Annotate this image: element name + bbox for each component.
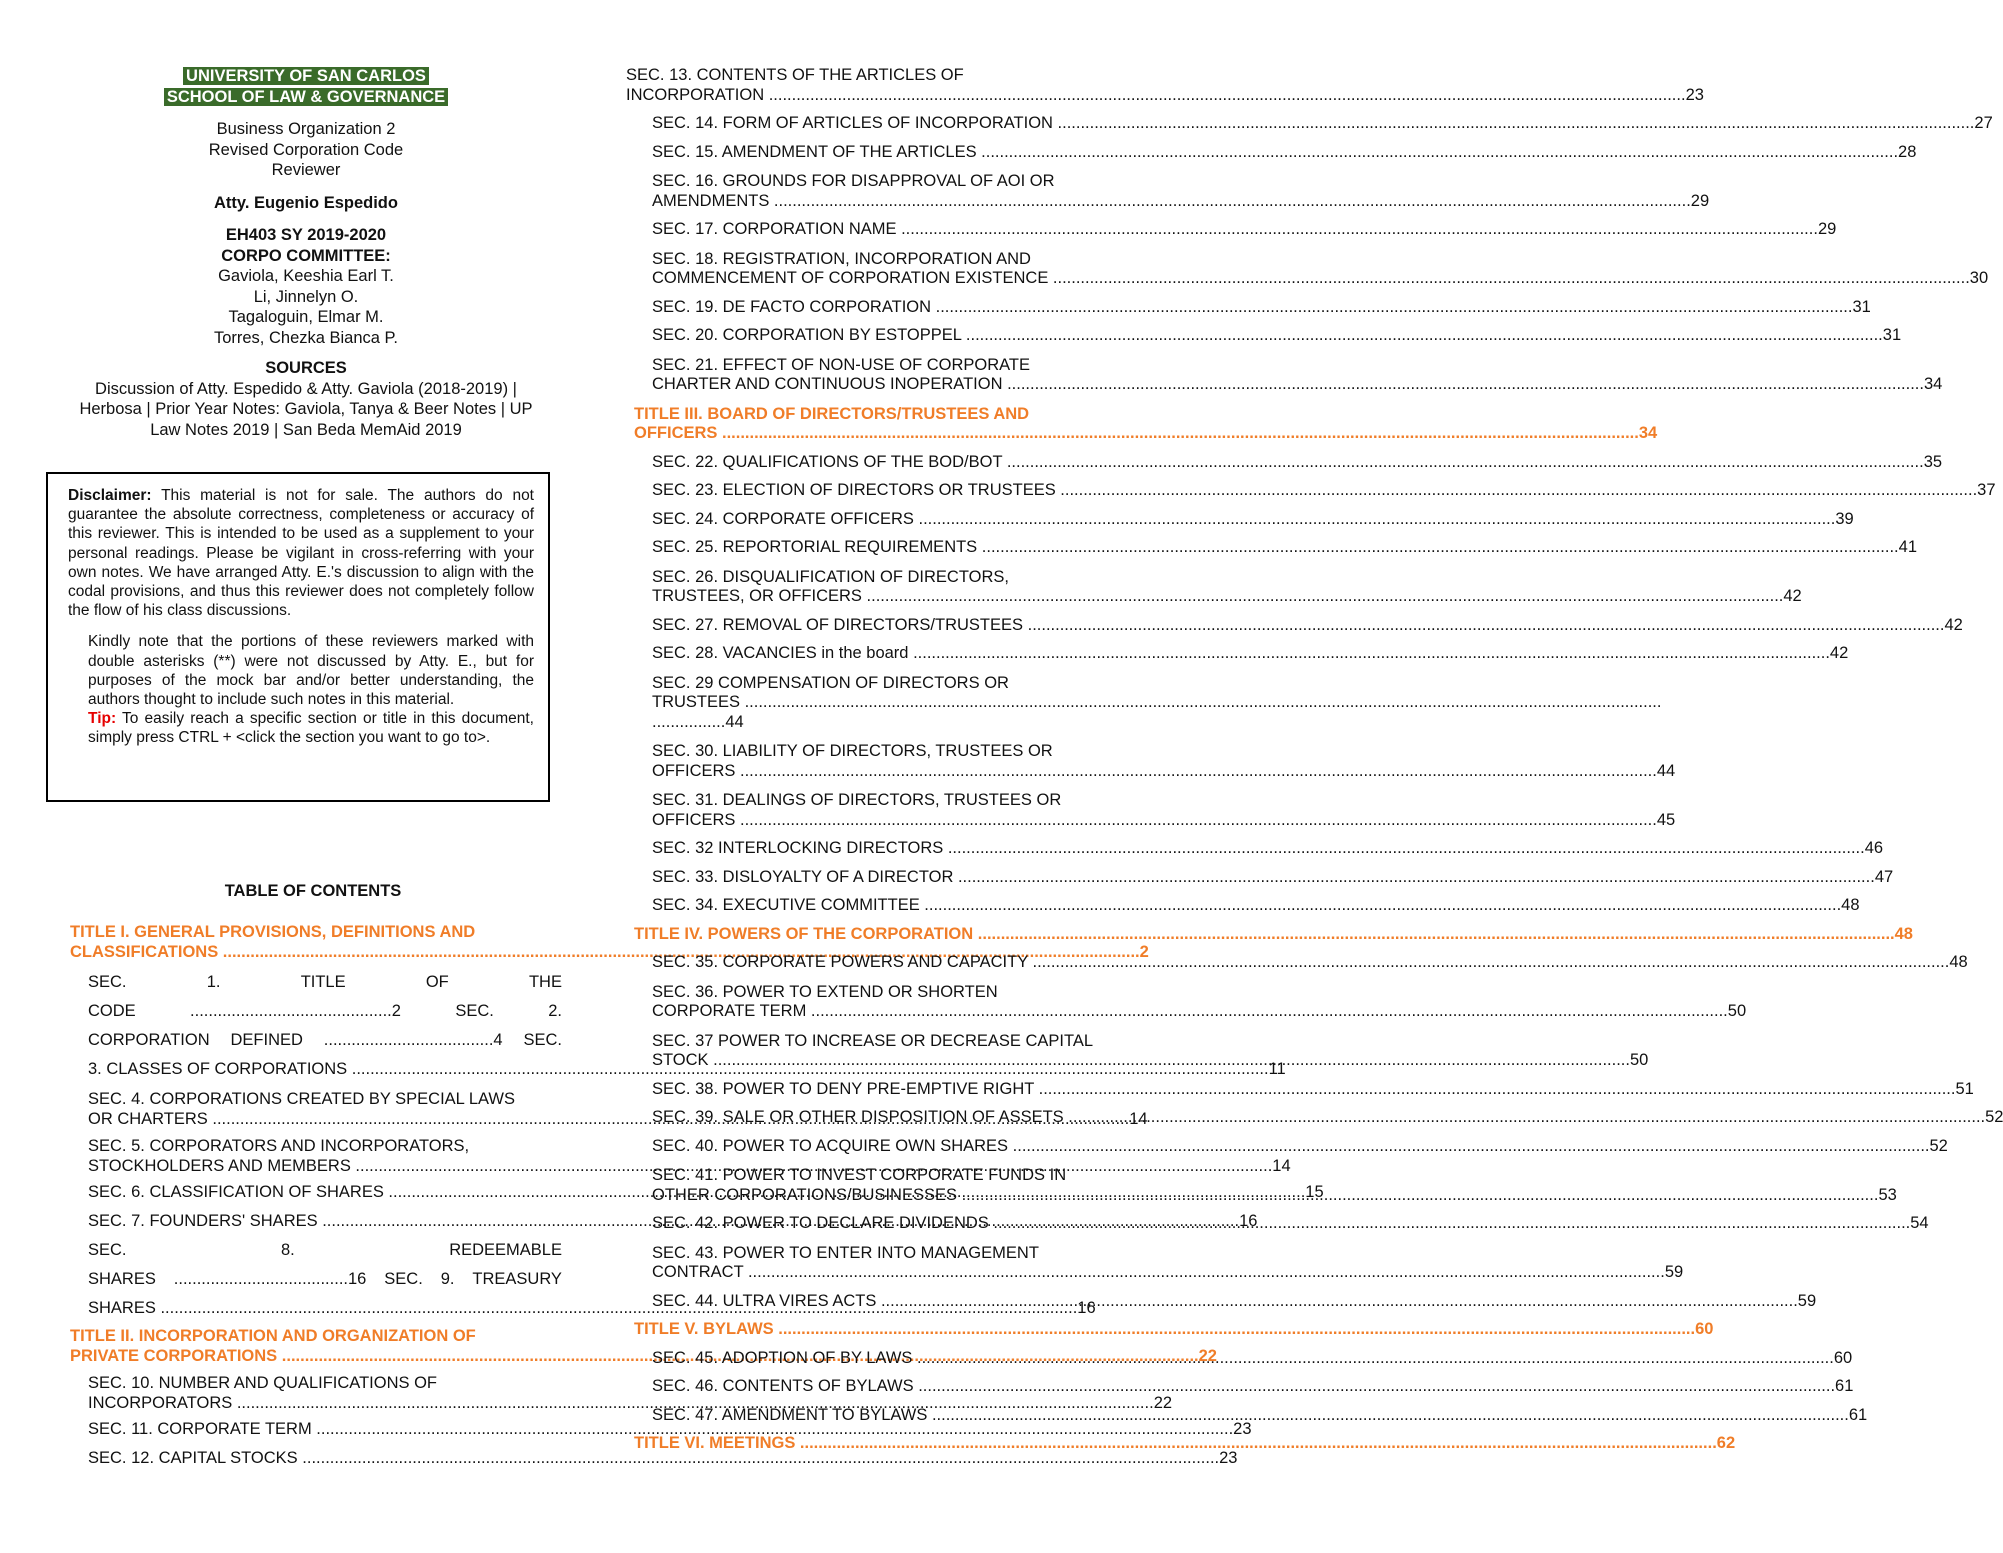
toc-line: SEC. 39. SALE OR OTHER DISPOSITION OF ASSETS .....: [652, 1108, 1985, 1128]
school-name: SCHOOL OF LAW & GOVERNANCE: [164, 88, 448, 106]
toc-sec-entry[interactable]: [626, 538, 1917, 558]
toc-page: 45: [1656, 810, 1676, 829]
toc-line: SEC. 30. LIABILITY OF DIRECTORS, TRUSTEES OR: [652, 742, 1053, 760]
toc-page: 15: [1305, 1183, 1324, 1201]
toc-line: TITLE VI. MEETINGS .....: [634, 1434, 1717, 1454]
toc-page: 31: [1882, 326, 1902, 344]
toc-line: CHARTER AND CONTINUOUS INOPERATION .....: [652, 375, 1924, 395]
toc-page: 59: [1797, 1291, 1817, 1310]
toc-page: 30: [1969, 269, 1989, 287]
toc-page: 22: [1198, 1346, 1217, 1365]
toc-heading: TABLE OF CONTENTS: [224, 882, 402, 900]
sources-line: Discussion of Atty. Espedido & Atty. Gaviola (2018-2019) |: [95, 379, 517, 398]
toc-line: SEC. 34. EXECUTIVE COMMITTEE .....: [652, 896, 1841, 916]
toc-page: 31: [1852, 297, 1871, 316]
toc-word: THE: [528, 973, 562, 991]
toc-sec-entry[interactable]: [626, 742, 1676, 781]
toc-line: OTHER CORPORATIONS/BUSINESSES .....: [652, 1186, 1878, 1206]
toc-word: .....................................4: [323, 1031, 503, 1049]
toc-word: SEC.: [523, 1031, 562, 1049]
toc-line: SEC. 17. CORPORATION NAME .....: [652, 220, 1818, 240]
sources-line: Herbosa | Prior Year Notes: Gaviola, Tanya & Beer Notes | UP: [79, 400, 533, 418]
toc-line: TRUSTEES, OR OFFICERS .....: [652, 587, 1783, 607]
toc-line: SEC. 22. QUALIFICATIONS OF THE BOD/BOT .....: [652, 453, 1924, 473]
toc-line: SEC. 38. POWER TO DENY PRE-EMPTIVE RIGHT .....: [652, 1080, 1955, 1100]
toc-sec-entry[interactable]: [626, 867, 1894, 888]
toc-sec-entry[interactable]: [626, 297, 1871, 318]
toc-page: 51: [1955, 1079, 1974, 1098]
toc-line: SEC. 13. CONTENTS OF THE ARTICLES OF: [626, 66, 964, 84]
toc-line-wrap: [652, 375, 1943, 395]
toc-page: 35: [1923, 452, 1943, 471]
toc-page: 50: [1727, 1002, 1747, 1020]
note-text: Kindly note that the portions of these reviewers marked with double asterisks (**) were not discussed by Atty. E., but for purposes of the mock bar and/or better understanding, the authors thought to include such notes in this material.: [88, 633, 534, 709]
toc-line-wrap: [652, 269, 1989, 289]
toc-word: CORPORATION: [88, 1031, 210, 1049]
toc-line: SEC. 14. FORM OF ARTICLES OF INCORPORATION .....: [652, 114, 1974, 134]
toc-word: CODE: [88, 1002, 136, 1020]
toc-sec-entry[interactable]: [626, 953, 1968, 973]
toc-line: SEC. 26. DISQUALIFICATION OF DIRECTORS,: [652, 567, 1009, 586]
toc-sec-entry[interactable]: [626, 142, 1917, 163]
toc-word: 2.: [548, 1002, 562, 1020]
toc-sec-entry[interactable]: [626, 452, 1943, 473]
course-name: Business Organization 2: [216, 120, 396, 138]
toc-page: 11: [1268, 1060, 1286, 1078]
toc-page: 41: [1898, 538, 1917, 556]
toc-page: 23: [1233, 1420, 1252, 1438]
toc-line: SEC. 23. ELECTION OF DIRECTORS OR TRUSTEES .....: [652, 481, 1977, 501]
document-header: [46, 66, 566, 440]
toc-line: SEC. 45. ADOPTION OF BY LAWS .....: [652, 1349, 1834, 1369]
toc-page: 34: [1638, 424, 1658, 442]
toc-word: SEC.: [455, 1002, 494, 1020]
toc-line: SEC. 31. DEALINGS OF DIRECTORS, TRUSTEES OR: [652, 791, 1062, 809]
toc-page: 14: [1129, 1109, 1148, 1128]
committee-member: Gaviola, Keeshia Earl T.: [218, 267, 394, 285]
toc-title-entry[interactable]: [626, 924, 1913, 945]
toc-page: 46: [1864, 839, 1884, 857]
toc-line: SEC. 20. CORPORATION BY ESTOPPEL .....: [652, 326, 1883, 346]
toc-line: OR CHARTERS .....: [88, 1110, 1129, 1130]
toc-line: AMENDMENTS .....: [652, 192, 1691, 212]
toc-page: 60: [1695, 1320, 1714, 1338]
toc-page: 48: [1894, 924, 1913, 943]
toc-word: TREASURY: [472, 1270, 562, 1288]
toc-line: SEC. 47. AMENDMENT TO BYLAWS .....: [652, 1406, 1849, 1426]
toc-line-wrap: [626, 85, 1704, 106]
toc-line: SHARES .....: [88, 1294, 1077, 1323]
toc-page: 42: [1944, 615, 1963, 634]
toc-line: SEC. 12. CAPITAL STOCKS .....: [88, 1444, 1219, 1473]
toc-line: PRIVATE CORPORATIONS .....: [70, 1347, 1199, 1367]
toc-word: REDEEMABLE: [449, 1241, 562, 1259]
toc-page: 16: [1077, 1299, 1096, 1317]
note-bullet: [68, 632, 534, 709]
toc-title-entry[interactable]: [626, 404, 1658, 444]
toc-line: CORPORATE TERM .....: [652, 1002, 1728, 1022]
toc-line: SEC. 35. CORPORATE POWERS AND CAPACITY .....: [652, 953, 1949, 973]
toc-page: 23: [1685, 85, 1704, 104]
toc-sec-12[interactable]: [46, 1444, 1238, 1473]
toc-line: SEC. 46. CONTENTS OF BYLAWS .....: [652, 1377, 1835, 1397]
professor-name: Atty. Eugenio Espedido: [214, 193, 398, 212]
committee-member: Li, Jinnelyn O.: [253, 287, 359, 306]
toc-line: TITLE III. BOARD OF DIRECTORS/TRUSTEES AND: [634, 404, 1030, 423]
bullet-glyph: [68, 632, 88, 709]
toc-sec-entry[interactable]: [626, 1377, 1854, 1397]
toc-line: SEC. 21. EFFECT OF NON-USE OF CORPORATE: [652, 355, 1031, 374]
toc-line: SEC. 10. NUMBER AND QUALIFICATIONS OF: [88, 1374, 438, 1392]
toc-line: SEC. 7. FOUNDERS' SHARES .....: [88, 1207, 1239, 1236]
disclaimer-text: [68, 486, 534, 620]
toc-sec-entry[interactable]: [626, 567, 1802, 607]
toc-line: TITLE I. GENERAL PROVISIONS, DEFINITIONS AND: [70, 923, 476, 941]
toc-page: 52: [1929, 1136, 1948, 1155]
toc-line: SEC. 5. CORPORATORS AND INCORPORATORS,: [88, 1137, 470, 1155]
toc-page: 44: [1656, 761, 1676, 780]
subject-name: Revised Corporation Code: [208, 140, 404, 159]
committee-member: Tagaloguin, Elmar M.: [228, 308, 384, 326]
toc-line: SEC. 4. CORPORATIONS CREATED BY SPECIAL LAWS: [88, 1090, 515, 1108]
disclaimer-label: Disclaimer:: [68, 487, 152, 504]
toc-page: 60: [1833, 1348, 1853, 1367]
toc-page: 62: [1716, 1434, 1736, 1452]
toc-sec-entry[interactable]: [626, 249, 1989, 289]
toc-line-wrap: [652, 191, 1710, 212]
tip-label: Tip:: [88, 710, 117, 728]
toc-line: STOCK .....: [652, 1051, 1630, 1071]
toc-line-wrap: [652, 713, 1126, 733]
toc-sec-entry[interactable]: [626, 644, 1849, 664]
toc-word: SEC.: [88, 973, 127, 991]
toc-line: SEC. 27. REMOVAL OF DIRECTORS/TRUSTEES .....: [652, 616, 1944, 636]
toc-sec-entry[interactable]: [626, 982, 1747, 1022]
toc-page: 42: [1829, 644, 1849, 662]
toc-justified-line[interactable]: [88, 997, 566, 1026]
toc-sec-entry[interactable]: [626, 839, 1884, 859]
toc-justified-line[interactable]: [88, 1265, 566, 1294]
toc-sec-entry[interactable]: [626, 896, 1860, 916]
toc-page: 61: [1835, 1377, 1854, 1395]
toc-line-wrap: [652, 693, 1126, 713]
toc-page: 34: [1923, 375, 1943, 393]
toc-word: SEC.: [384, 1270, 423, 1288]
toc-sec-entry[interactable]: [626, 326, 1902, 346]
toc-page: 29: [1690, 191, 1710, 210]
toc-title-entry[interactable]: [626, 1320, 1714, 1340]
toc-line: OFFICERS .....: [634, 424, 1639, 444]
toc-justified-line[interactable]: [88, 968, 566, 997]
committee-label: CORPO COMMITTEE:: [221, 246, 391, 265]
toc-line-wrap: [652, 1002, 1747, 1022]
toc-line: INCORPORATION .....: [626, 86, 1686, 106]
toc-word: OF: [425, 973, 449, 991]
toc-word: ............................................2: [190, 1002, 401, 1020]
toc-title-entry[interactable]: [626, 1434, 1736, 1454]
toc-line: TRUSTEES .....: [652, 693, 1661, 713]
toc-sec-entry[interactable]: [626, 1079, 1974, 1100]
toc-line: SEC. 36. POWER TO EXTEND OR SHORTEN: [652, 982, 998, 1001]
toc-page: 28: [1898, 142, 1917, 161]
toc-sec-entry[interactable]: [626, 355, 1943, 395]
toc-line: SEC. 32 INTERLOCKING DIRECTORS .....: [652, 839, 1865, 859]
toc-sec-entry[interactable]: [626, 1243, 1684, 1283]
toc-line: SEC. 15. AMENDMENT OF THE ARTICLES .....: [652, 143, 1898, 163]
toc-word: ......................................16: [173, 1270, 367, 1288]
toc-line: COMMENCEMENT OF CORPORATION EXISTENCE .....: [652, 269, 1970, 289]
toc-word: SHARES: [88, 1270, 156, 1288]
toc-page: 47: [1874, 867, 1894, 886]
toc-page: 50: [1629, 1051, 1649, 1069]
toc-sec-entry[interactable]: [626, 615, 1963, 636]
toc-line-wrap: [652, 761, 1676, 782]
toc-line-wrap: [634, 424, 1658, 444]
toc-sec-entry[interactable]: [626, 1405, 1868, 1426]
toc-sec-entry[interactable]: [626, 509, 1854, 530]
university-name: UNIVERSITY OF SAN CARLOS: [183, 67, 429, 85]
toc-page: 59: [1664, 1263, 1684, 1281]
toc-line: SEC. 29 COMPENSATION OF DIRECTORS OR: [652, 673, 1009, 692]
toc-line: OFFICERS .....: [652, 811, 1657, 831]
toc-line: OFFICERS .....: [652, 762, 1657, 782]
toc-sec-entry[interactable]: [626, 172, 1710, 211]
toc-line-wrap: [652, 587, 1802, 607]
toc-line: SEC. 41. POWER TO INVEST CORPORATE FUNDS IN: [652, 1166, 1067, 1184]
toc-line: SEC. 28. VACANCIES in the board .....: [652, 644, 1830, 664]
committee-member: Torres, Chezka Bianca P.: [213, 328, 399, 347]
toc-line: SEC. 19. DE FACTO CORPORATION .....: [652, 298, 1852, 318]
toc-line: SEC. 18. REGISTRATION, INCORPORATION AND: [652, 249, 1031, 268]
bullet-glyph: [68, 709, 88, 747]
toc-justified-line[interactable]: [88, 1236, 566, 1265]
toc-line: 3. CLASSES OF CORPORATIONS .....: [88, 1055, 1269, 1084]
toc-page: 23: [1219, 1449, 1238, 1467]
toc-line: SEC. 11. CORPORATE TERM .....: [88, 1415, 1233, 1444]
toc-line: ................: [652, 712, 726, 731]
sources-label: SOURCES: [265, 359, 347, 377]
tip-text-wrap: [88, 709, 534, 747]
toc-page: 54: [1910, 1214, 1929, 1232]
toc-sec-entry[interactable]: [626, 66, 1704, 105]
sources-line: Law Notes 2019 | San Beda MemAid 2019: [150, 420, 462, 439]
toc-line: TITLE V. BYLAWS .....: [634, 1320, 1695, 1340]
disclaimer-body: This material is not for sale. The authors do not guarantee the absolute correctness, completeness or accuracy of this reviewer. This is intended to be used as a supplement to your personal readings. Please be vigilant in cross-referring with your own notes. We have arranged Atty. E.'s discussion to align with the codal provisions, and thus this reviewer does not completely follow the flow of his class discussions.: [68, 487, 534, 620]
toc-word: 9.: [440, 1270, 455, 1288]
toc-justified-line[interactable]: [88, 1026, 566, 1055]
doc-type: Reviewer: [271, 161, 341, 179]
toc-page: 61: [1848, 1405, 1868, 1424]
toc-word: TITLE: [300, 973, 346, 991]
toc-sec-entry[interactable]: [626, 481, 1996, 501]
toc-line: SEC. 6. CLASSIFICATION OF SHARES .....: [88, 1178, 1305, 1207]
toc-line: SEC. 33. DISLOYALTY OF A DIRECTOR .....: [652, 868, 1875, 888]
toc-page: 42: [1783, 587, 1802, 605]
toc-sec-entry[interactable]: [626, 1291, 1817, 1312]
toc-page: 53: [1878, 1185, 1897, 1204]
toc-line: TITLE IV. POWERS OF THE CORPORATION .....: [634, 925, 1895, 945]
toc-line: SEC. 24. CORPORATE OFFICERS .....: [652, 510, 1835, 530]
toc-line-wrap: [652, 1263, 1684, 1283]
tip-bullet: [68, 709, 534, 747]
toc-line: SEC. 43. POWER TO ENTER INTO MANAGEMENT: [652, 1243, 1039, 1262]
toc-page: 44: [725, 712, 744, 731]
toc-line: CONTRACT .....: [652, 1263, 1665, 1283]
toc-page: 39: [1835, 509, 1854, 528]
toc-line: STOCKHOLDERS AND MEMBERS .....: [88, 1157, 1272, 1177]
toc-sec-entry[interactable]: [626, 114, 1993, 134]
toc-page: 29: [1817, 220, 1837, 238]
toc-line-wrap: [652, 810, 1676, 831]
toc-page: 37: [1977, 481, 1996, 499]
toc-page: 52: [1985, 1108, 2003, 1126]
toc-page: 48: [1949, 953, 1968, 971]
toc-line: SEC. 16. GROUNDS FOR DISAPPROVAL OF AOI OR: [652, 172, 1055, 190]
toc-page: 16: [1239, 1212, 1258, 1230]
toc-sec-entry[interactable]: [626, 220, 1837, 240]
toc-page: 2: [1139, 942, 1149, 961]
toc-page: 22: [1153, 1393, 1173, 1412]
toc-line: CLASSIFICATIONS .....: [70, 943, 1140, 963]
toc-sec-entry[interactable]: [626, 674, 1126, 733]
toc-line: SEC. 37 POWER TO INCREASE OR DECREASE CAPITAL: [652, 1031, 1094, 1050]
toc-page: 27: [1974, 114, 1993, 132]
toc-line: SEC. 42. POWER TO DECLARE DIVIDENDS .....: [652, 1214, 1910, 1234]
toc-sec-entry[interactable]: [626, 791, 1676, 830]
toc-line: SEC. 40. POWER TO ACQUIRE OWN SHARES .....: [652, 1137, 1930, 1157]
toc-word: 8.: [280, 1241, 295, 1259]
toc-justified-block: [46, 1236, 566, 1294]
toc-line: SEC. 44. ULTRA VIRES ACTS .....: [652, 1292, 1798, 1312]
toc-word: SEC.: [88, 1241, 127, 1259]
class-code: EH403 SY 2019-2020: [225, 226, 387, 244]
disclaimer-box: [46, 472, 550, 802]
toc-page: 14: [1272, 1156, 1291, 1175]
toc-page: 48: [1841, 896, 1860, 914]
toc-word: 1.: [206, 973, 221, 991]
toc-justified-block: [46, 962, 566, 1055]
tip-text: To easily reach a specific section or title in this document, simply press CTRL + <click the section you want to go to>.: [88, 710, 534, 747]
toc-line: TITLE II. INCORPORATION AND ORGANIZATION OF: [70, 1327, 476, 1345]
toc-sec-entry[interactable]: [626, 1136, 1948, 1157]
toc-line: SEC. 25. REPORTORIAL REQUIREMENTS .....: [652, 538, 1899, 558]
toc-word: DEFINED: [230, 1031, 303, 1049]
toc-line: INCORPORATORS .....: [88, 1394, 1154, 1414]
